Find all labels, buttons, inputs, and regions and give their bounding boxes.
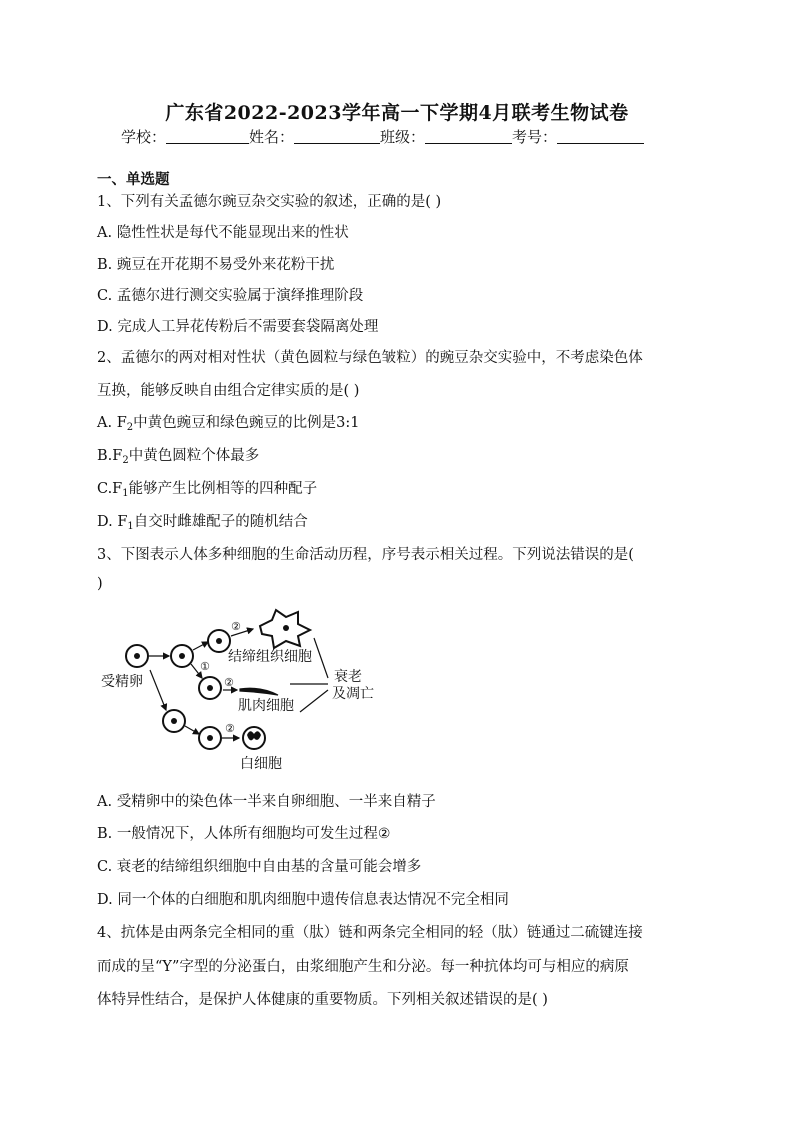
process-2-label: ② <box>224 676 234 689</box>
arrow <box>193 642 208 650</box>
q1-option-c: C. 孟德尔进行测交实验属于演绎推理阶段 <box>97 288 364 304</box>
q3-optB-text: B. 一般情况下，人体所有细胞均可发生过程 <box>97 826 378 842</box>
q2-optC-sub: 1 <box>122 488 129 499</box>
q2-optC-post: 能够产生比例相等的四种配子 <box>128 481 318 497</box>
aging-label-2: 及凋亡 <box>332 686 374 702</box>
class-label: 班级： <box>380 128 426 146</box>
dividing-cell <box>171 645 193 667</box>
number-blank[interactable] <box>557 129 644 144</box>
q4-stem-line3: 体特异性结合，是保护人体健康的重要物质。下列相关叙述错误的是( ) <box>97 992 548 1008</box>
fertilized-egg-label: 受精卵 <box>101 674 143 690</box>
student-info-row <box>121 126 644 147</box>
process-2-label: ② <box>231 620 241 633</box>
q3-option-a: A. 受精卵中的染色体一半来自卵细胞、一半来自精子 <box>97 794 436 810</box>
q2-option-d <box>97 510 308 532</box>
cell <box>199 677 221 699</box>
q2-optA-post: 中黄色豌豆和绿色豌豆的比例是3:1 <box>133 415 360 431</box>
q3-stem-line1: 3、下图表示人体多种细胞的生命活动历程，序号表示相关过程。下列说法错误的是( <box>97 547 634 563</box>
q2-optA-pre: A. F <box>97 415 127 431</box>
q2-option-a <box>97 411 359 433</box>
nucleus <box>283 625 289 631</box>
arrow <box>185 726 199 734</box>
number-label: 考号： <box>512 128 558 146</box>
q2-optD-sub: 1 <box>127 521 134 532</box>
process-1-label: ① <box>200 660 210 673</box>
muscle-cell-label: 肌肉细胞 <box>238 698 294 714</box>
q2-option-b <box>97 444 259 466</box>
name-blank[interactable] <box>294 129 380 144</box>
q3-option-b <box>97 822 390 843</box>
fertilized-egg-cell <box>126 645 148 667</box>
school-label: 学校： <box>121 128 167 146</box>
q2-optB-sub: 2 <box>122 455 129 466</box>
q1-option-b: B. 豌豆在开花期不易受外来花粉干扰 <box>97 257 335 273</box>
q2-optB-post: 中黄色圆粒个体最多 <box>128 448 260 464</box>
muscle-cell-shape <box>240 688 278 695</box>
q4-stem-line1: 4、抗体是由两条完全相同的重（肽）链和两条完全相同的轻（肽）链通过二硫键连接 <box>97 925 643 941</box>
cell <box>199 727 221 749</box>
q2-optC-pre: C.F <box>97 481 123 497</box>
connective-cell-label: 结缔组织细胞 <box>228 649 312 665</box>
q1-option-a: A. 隐性性状是每代不能显现出来的性状 <box>97 225 349 241</box>
aging-label-1: 衰老 <box>334 669 362 685</box>
connector-line <box>314 638 328 678</box>
cell <box>208 630 230 652</box>
arrow <box>150 670 166 710</box>
q3-optB-mark: ② <box>377 826 391 842</box>
class-blank[interactable] <box>425 129 512 144</box>
school-blank[interactable] <box>166 129 249 144</box>
cell <box>163 710 185 732</box>
q2-stem-line2: 互换，能够反映自由组合定律实质的是( ) <box>97 383 360 399</box>
process-2-label: ② <box>225 722 235 735</box>
section-title: 一、单选题 <box>97 171 170 188</box>
q2-option-c <box>97 477 317 499</box>
cell-development-diagram <box>100 608 400 778</box>
q3-stem-line2: ) <box>97 576 103 592</box>
connector-line <box>300 690 328 712</box>
q2-optD-post: 自交时雌雄配子的随机结合 <box>133 514 308 530</box>
name-label: 姓名： <box>249 128 295 146</box>
q1-option-d: D. 完成人工异花传粉后不需要套袋隔离处理 <box>97 319 379 335</box>
q3-option-d: D. 同一个体的白细胞和肌肉细胞中遗传信息表达情况不完全相同 <box>97 892 509 908</box>
white-cell-label: 白细胞 <box>240 756 282 772</box>
q4-stem-line2: 而成的呈“Y”字型的分泌蛋白，由浆细胞产生和分泌。每一种抗体均可与相应的病原 <box>97 959 629 975</box>
q3-option-c: C. 衰老的结缔组织细胞中自由基的含量可能会增多 <box>97 859 422 875</box>
white-blood-cell-shape <box>243 727 265 749</box>
q2-optB-pre: B.F <box>97 448 123 464</box>
exam-title: 广东省2022-2023学年高一下学期4月联考生物试卷 <box>165 102 629 124</box>
q2-optD-pre: D. F <box>97 514 128 530</box>
q1-stem: 1、下列有关孟德尔豌豆杂交实验的叙述，正确的是( ) <box>97 194 442 210</box>
q2-optA-sub: 2 <box>126 422 134 433</box>
q2-stem-line1: 2、孟德尔的两对相对性状（黄色圆粒与绿色皱粒）的豌豆杂交实验中，不考虑染色体 <box>97 350 643 366</box>
